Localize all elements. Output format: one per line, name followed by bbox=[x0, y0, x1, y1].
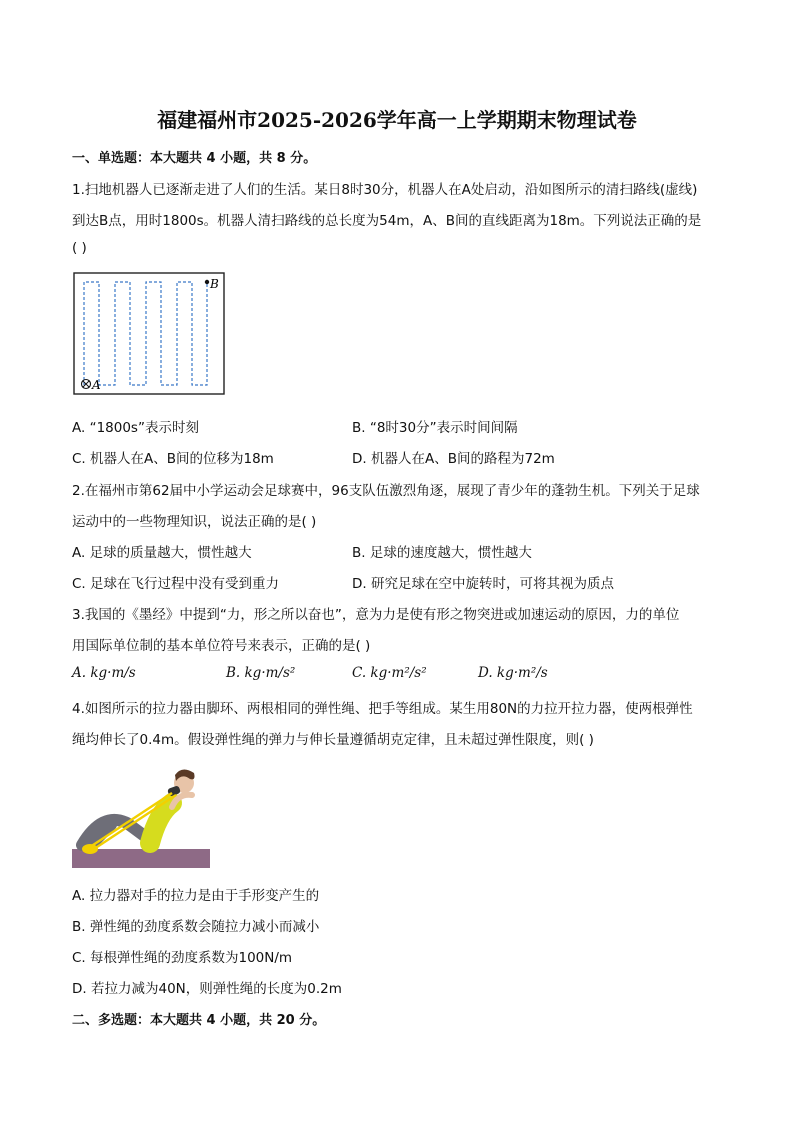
section-single-choice-heading: 一、单选题：本大题共 4 小题，共 8 分。 bbox=[72, 151, 317, 166]
q2-text-line1: 2.在福州市第62届中小学运动会足球赛中，96支队伍激烈角逐，展现了青少年的蓬勃生机。下列关于足球 bbox=[72, 483, 700, 499]
point-b-marker bbox=[205, 280, 209, 284]
q1-option-a: A. “1800s”表示时刻 bbox=[72, 420, 199, 436]
label-a: A bbox=[92, 378, 101, 392]
q1-text-line1: 1.扫地机器人已逐渐走进了人们的生活。某日8时30分，机器人在A处启动，沿如图所示的清扫路线(虚线) bbox=[72, 182, 698, 198]
robot-cleaning-path-figure bbox=[73, 272, 225, 395]
q2-option-b: B. 足球的速度越大，惯性越大 bbox=[352, 545, 532, 561]
q2-option-c: C. 足球在飞行过程中没有受到重力 bbox=[72, 576, 280, 592]
q4-text-line1: 4.如图所示的拉力器由脚环、两根相同的弹性绳、把手等组成。某生用80N的力拉开拉力器，使两根弹性 bbox=[72, 701, 693, 717]
q4-option-b: B. 弹性绳的劲度系数会随拉力减小而减小 bbox=[72, 919, 320, 935]
q2-option-d: D. 研究足球在空中旋转时，可将其视为质点 bbox=[352, 576, 614, 592]
q3-text-line2: 用国际单位制的基本单位符号来表示，正确的是( ) bbox=[72, 638, 371, 654]
q4-option-d: D. 若拉力减为40N，则弹性绳的长度为0.2m bbox=[72, 981, 342, 997]
q2-option-a: A. 足球的质量越大，惯性越大 bbox=[72, 545, 252, 561]
q2-text-line2: 运动中的一些物理知识，说法正确的是( ) bbox=[72, 514, 317, 530]
section-multiple-choice-heading: 二、多选题：本大题共 4 小题，共 20 分。 bbox=[72, 1013, 326, 1028]
q3-option-d: D. kg·m²/s bbox=[478, 665, 548, 681]
q1-option-d: D. 机器人在A、B间的路程为72m bbox=[352, 451, 555, 467]
q3-option-b: B. kg·m/s² bbox=[226, 665, 296, 681]
q4-option-a: A. 拉力器对手的拉力是由于手形变产生的 bbox=[72, 888, 320, 904]
q1-text-line3: ( ) bbox=[72, 240, 87, 256]
label-b: B bbox=[210, 277, 219, 291]
pull-exerciser-photo bbox=[72, 763, 210, 868]
q4-text-line2: 绳均伸长了0.4m。假设弹性绳的弹力与伸长量遵循胡克定律，且未超过弹性限度，则( ) bbox=[72, 732, 594, 748]
q1-option-b: B. “8时30分”表示时间间隔 bbox=[352, 420, 518, 436]
q1-text-line2: 到达B点，用时1800s。机器人清扫路线的总长度为54m，A、B间的直线距离为18m。下列说法正确的是 bbox=[72, 213, 702, 229]
q3-option-c: C. kg·m²/s² bbox=[352, 665, 427, 681]
q3-option-a: A. kg·m/s bbox=[72, 665, 136, 681]
q1-option-c: C. 机器人在A、B间的位移为18m bbox=[72, 451, 274, 467]
page-title: 福建福州市2025-2026学年高一上学期期末物理试卷 bbox=[157, 108, 637, 132]
q4-option-c: C. 每根弹性绳的劲度系数为100N/m bbox=[72, 950, 293, 966]
q3-text-line1: 3.我国的《墨经》中提到“力，形之所以奋也”，意为力是使有形之物突进或加速运动的原因，力的单位 bbox=[72, 607, 680, 623]
